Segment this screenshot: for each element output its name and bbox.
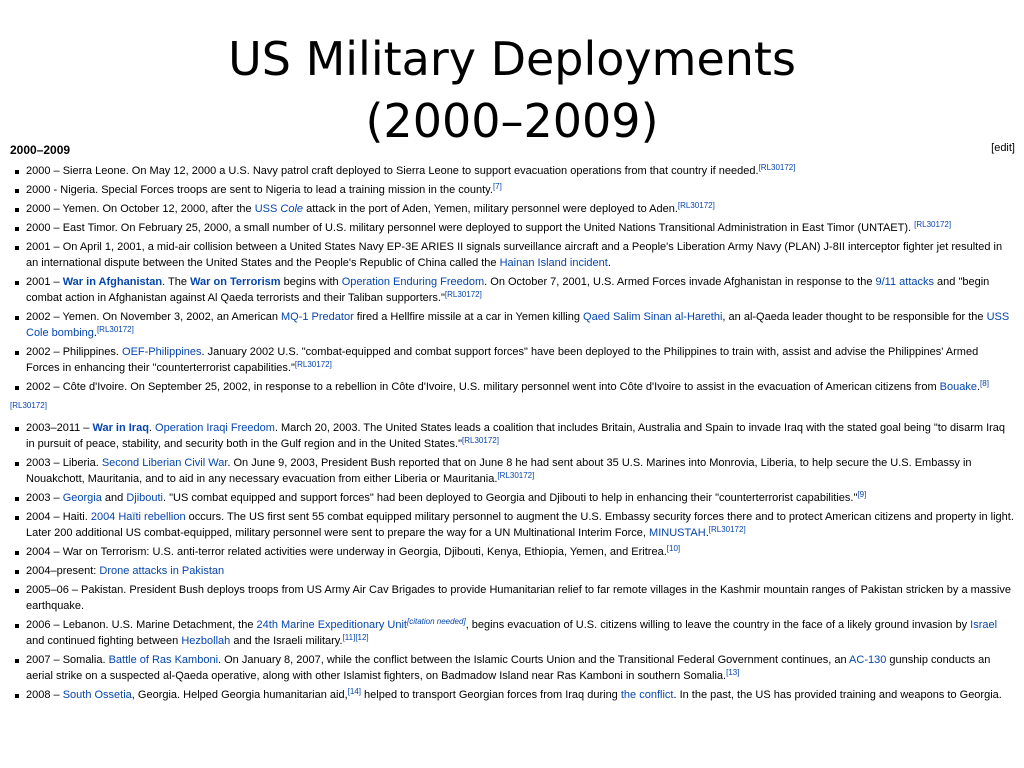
item-text: . — [705, 527, 709, 539]
item-text: 2002 – Philippines. — [26, 346, 123, 358]
list-item — [10, 544, 1014, 560]
article-link[interactable]: Battle of Ras Kamboni — [108, 654, 219, 666]
edit-link[interactable]: [edit] — [991, 142, 1015, 154]
bullet-icon — [15, 386, 19, 390]
bullet-icon — [15, 351, 19, 355]
item-text: 2008 – — [26, 689, 63, 701]
item-text: gunship conducts an aerial strike on a suspected al-Qaeda operative, along with other Islamist fighters, on Badmadow Island near Ras Kamboni in southern Somalia. — [26, 654, 991, 682]
article-link[interactable]: Second Liberian Civil War — [101, 457, 228, 469]
item-text: begins with — [280, 276, 342, 288]
list-item — [10, 652, 1014, 684]
item-text: fired a Hellfire missile at a car in Yemen killing — [353, 311, 584, 323]
item-text: and continued fighting between — [26, 635, 182, 647]
bullet-icon — [15, 208, 19, 212]
item-text: 2003 – — [26, 492, 63, 504]
item-text: 2000 – East Timor. On February 25, 2000, a small number of U.S. military personnel were deployed to support the United Nations Transitional Administration in East Timor (UNTAET). — [26, 222, 915, 234]
citation-link[interactable]: [RL30172] — [294, 360, 332, 369]
list-item — [10, 379, 1014, 395]
citation-link[interactable]: [RL30172] — [708, 525, 746, 534]
item-text: . — [607, 257, 611, 269]
item-text: . On June 9, 2003, President Bush reported that on June 8 he had sent about 35 U.S. Marines into Monrovia, Liberia, to help secure the U.S. Embassy in Nouakchott, Mauritania, and to aid in any necessary evacuation from either Liberia or Mauritania. — [26, 457, 972, 485]
item-text: . On October 7, 2001, U.S. Armed Forces invade Afghanistan in response to the — [484, 276, 876, 288]
bullet-icon — [15, 427, 19, 431]
item-text: 2004 – Haiti. — [26, 511, 91, 523]
item-text: 2006 – Lebanon. U.S. Marine Detachment, the — [26, 619, 257, 631]
bullet-icon — [15, 659, 19, 663]
item-text: 2002 – Côte d'Ivoire. On September 25, 2002, in response to a rebellion in Côte d'Ivoire, U.S. military personnel went into Côte d'Ivoire to assist in the evacuation of American citizens from — [26, 381, 940, 393]
article-link[interactable]: Operation Enduring Freedom — [341, 276, 485, 288]
item-text: 2003 – Liberia. — [26, 457, 102, 469]
list-item — [10, 220, 1014, 236]
item-text: . — [976, 381, 981, 393]
slide-title-main: US Military Deployments — [228, 32, 796, 86]
item-text: . On January 8, 2007, while the conflict between the Islamic Courts Union and the Transitional Federal Government continues, an — [218, 654, 850, 666]
article-link[interactable]: MQ-1 Predator — [281, 311, 354, 323]
article-link[interactable]: Bouake — [939, 381, 977, 393]
deployment-list — [10, 163, 1014, 706]
citation-link[interactable]: [9] — [857, 490, 867, 499]
article-link[interactable]: Georgia — [62, 492, 102, 504]
list-item — [10, 687, 1014, 703]
citation-link[interactable]: [RL30172] — [444, 290, 482, 299]
item-text: , an al-Qaeda leader thought to be responsible for the — [722, 311, 987, 323]
slide-subtitle: (2000–2009) — [365, 94, 659, 148]
stray-citation[interactable]: [RL30172] — [10, 401, 47, 410]
article-link[interactable]: Hainan Island incident — [499, 257, 608, 269]
citation-link[interactable]: [RL30172] — [758, 163, 796, 172]
article-link[interactable]: Qaed Salim Sinan al-Harethi — [583, 311, 723, 323]
article-link[interactable]: Israel — [970, 619, 998, 631]
citation-link[interactable]: [RL30172] — [96, 325, 134, 334]
item-text: 2000 – Sierra Leone. On May 12, 2000 a U.S. Navy patrol craft deployed to Sierra Leone to support evacuation operations from that country if needed. — [26, 165, 759, 177]
article-link[interactable]: War in Iraq — [92, 422, 149, 434]
item-text: 2005–06 – Pakistan. President Bush deploys troops from US Army Air Cav Brigades to provide Humanitarian relief to far remote villages in the Kashmir mountain ranges of Pakistan stricken by a massive earthquake. — [26, 584, 1011, 612]
list-item — [10, 582, 1014, 614]
list-item — [10, 455, 1014, 487]
item-text: . The — [162, 276, 191, 288]
bullet-icon — [15, 189, 19, 193]
item-text: , Georgia. Helped Georgia humanitarian aid, — [131, 689, 348, 701]
list-item — [10, 182, 1014, 198]
citation-link[interactable]: [13] — [726, 668, 740, 677]
article-link[interactable]: Cole — [280, 203, 304, 215]
citation-link[interactable]: [11][12] — [342, 633, 369, 642]
item-text: , begins evacuation of U.S. citizens willing to leave the country in the face of a likely ground invasion by — [465, 619, 971, 631]
item-text: 2002 – Yemen. On November 3, 2002, an American — [26, 311, 281, 323]
list-item — [10, 509, 1014, 541]
bullet-icon — [15, 551, 19, 555]
item-text: . — [93, 327, 97, 339]
article-link[interactable]: 2004 Haïti rebellion — [90, 511, 186, 523]
item-text: . March 20, 2003. The United States leads a coalition that includes Britain, Australia and Spain to invade Iraq with the stated goal being "to disarm Iraq in pursuit of peace, stability, and security both in the Gulf region and in the United States." — [26, 422, 1006, 450]
item-text: and "begin combat action in Afghanistan against Al Qaeda terrorists and their Taliban supporters." — [26, 276, 990, 304]
list-item — [10, 274, 1014, 306]
citation-link[interactable]: [RL30172] — [914, 220, 952, 229]
citation-link[interactable]: [10] — [666, 544, 681, 553]
item-text: . "US combat equipped and support forces" had been deployed to Georgia and Djibouti to help in enhancing their "counterterrorist capabilities." — [163, 492, 858, 504]
bullet-icon — [15, 516, 19, 520]
section-heading: 2000–2009 — [10, 143, 71, 157]
list-item — [10, 617, 1014, 649]
item-text: occurs. The US first sent 55 combat equipped military personnel to augment the U.S. Embassy security forces there and to protect American citizens and property in light. Later 200 additional US combat-equipped, military personnel were sent to prepare the way for a UN Multinational Interim Force, — [26, 511, 1014, 539]
citation-link[interactable]: [RL30172] — [462, 436, 499, 445]
citation-link[interactable]: [RL30172] — [677, 201, 715, 210]
bullet-icon — [15, 316, 19, 320]
bullet-icon — [15, 570, 19, 574]
list-item — [10, 163, 1014, 179]
item-text: . January 2002 U.S. "combat-equipped and combat support forces" have been deployed to the Philippines to train with, assist and advise the Philippines' Armed Forces in enhancing their "counterterrorist capabilities." — [26, 346, 979, 374]
citation-needed-link[interactable]: [citation needed] — [406, 617, 466, 626]
list-item — [10, 239, 1014, 271]
article-link[interactable]: War in Afghanistan — [62, 276, 163, 288]
item-text: 2004–present: — [26, 565, 100, 577]
list-item — [10, 490, 1014, 506]
bullet-icon — [15, 497, 19, 501]
bullet-icon — [15, 170, 19, 174]
item-text: 2000 – Yemen. On October 12, 2000, after the — [26, 203, 255, 215]
item-text: and — [101, 492, 127, 504]
article-link[interactable]: OEF-Philippines — [122, 346, 202, 358]
item-text: 2004 – War on Terrorism: U.S. anti-terror related activities were underway in Georgia, Djibouti, Kenya, Ethiopia, Yemen, and Eritrea. — [26, 546, 667, 558]
item-text: and the Israeli military. — [230, 635, 343, 647]
citation-link[interactable]: [7] — [492, 182, 502, 191]
item-text: 2000 - Nigeria. Special Forces troops are sent to Nigeria to lead a training mission in the county. — [26, 184, 493, 196]
article-link[interactable]: Operation Iraqi Freedom — [155, 422, 275, 434]
bullet-icon — [15, 281, 19, 285]
item-text: . In the past, the US has provided training and weapons to Georgia. — [673, 689, 1002, 701]
article-link[interactable]: 9/11 attacks — [875, 276, 934, 288]
item-text: attack in the port of Aden, Yemen, military personnel were deployed to Aden. — [303, 203, 678, 215]
item-text: 2007 – Somalia. — [26, 654, 109, 666]
item-text: 2001 – On April 1, 2001, a mid-air collision between a United States Navy EP-3E ARIES II signals surveillance aircraft and a People's Liberation Army Navy (PLAN) J-8II interceptor fighter jet resulted in an international dispute between the United States and the People's Republic of China called the — [26, 241, 1003, 269]
bullet-icon — [15, 694, 19, 698]
citation-link[interactable]: [RL30172] — [497, 471, 535, 480]
list-item — [10, 563, 1014, 579]
article-link[interactable]: Drone attacks in Pakistan — [99, 565, 225, 577]
bullet-icon — [15, 227, 19, 231]
article-link[interactable]: USS Cole bombing — [26, 311, 1010, 339]
article-link[interactable]: 24th Marine Expeditionary Unit — [256, 619, 407, 631]
item-text: . — [148, 422, 156, 434]
bullet-icon — [15, 462, 19, 466]
item-text: 2003–2011 – — [26, 422, 93, 434]
citation-link[interactable]: [14] — [347, 687, 361, 696]
item-text: helped to transport Georgian forces from Iraq during — [361, 689, 621, 701]
article-link[interactable]: Hezbollah — [181, 635, 231, 647]
article-link[interactable]: MINUSTAH — [649, 527, 706, 539]
bullet-icon — [15, 246, 19, 250]
list-item — [10, 309, 1014, 341]
bullet-icon — [15, 624, 19, 628]
list-item — [10, 420, 1014, 452]
article-link[interactable]: War on Terrorism — [190, 276, 281, 288]
article-link[interactable]: Djibouti — [126, 492, 163, 504]
article-link[interactable]: AC-130 — [849, 654, 887, 666]
list-item — [10, 344, 1014, 376]
citation-link[interactable]: [8] — [980, 379, 989, 388]
article-link[interactable]: the conflict — [620, 689, 674, 701]
article-link[interactable]: USS — [254, 203, 281, 215]
list-item — [10, 201, 1014, 217]
bullet-icon — [15, 589, 19, 593]
slide-title — [0, 28, 1024, 152]
article-link[interactable]: South Ossetia — [62, 689, 132, 701]
item-text: 2001 – — [26, 276, 63, 288]
